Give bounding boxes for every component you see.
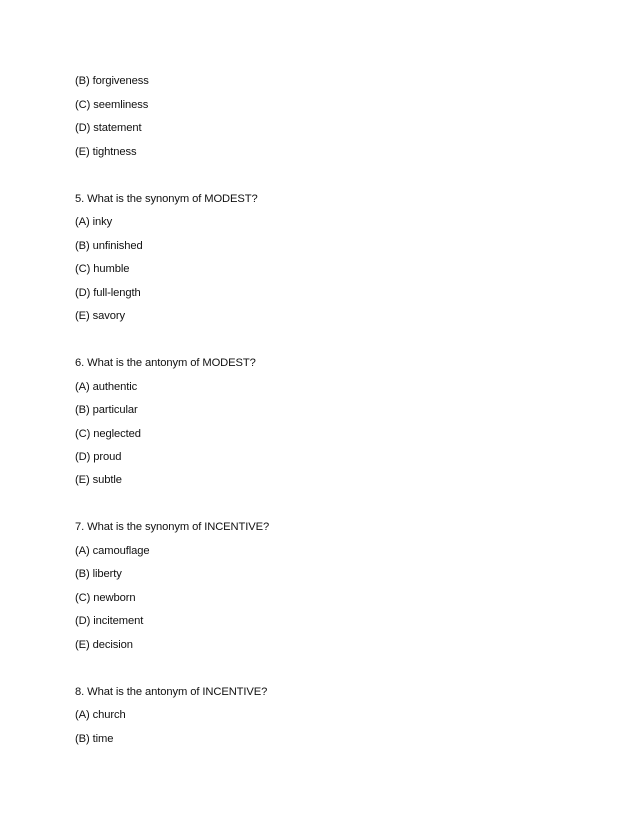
option-a: (A) inky (75, 216, 113, 228)
option-b: (B) liberty (75, 568, 122, 580)
option-c: (C) newborn (75, 592, 136, 604)
option-b: (B) time (75, 733, 114, 745)
option-d: (D) full-length (75, 287, 141, 299)
question-prompt: 8. What is the antonym of INCENTIVE? (75, 686, 268, 698)
option-c: (C) neglected (75, 428, 141, 440)
option-a: (A) authentic (75, 381, 138, 393)
option-d: (D) incitement (75, 615, 144, 627)
option-c: (C) seemliness (75, 99, 149, 111)
option-e: (E) subtle (75, 474, 122, 486)
option-b: (B) unfinished (75, 240, 143, 252)
question-prompt: 6. What is the antonym of MODEST? (75, 357, 256, 369)
option-e: (E) savory (75, 310, 125, 322)
question-prompt: 5. What is the synonym of MODEST? (75, 193, 258, 205)
option-e: (E) decision (75, 639, 133, 651)
option-d: (D) statement (75, 122, 142, 134)
option-b: (B) forgiveness (75, 75, 149, 87)
option-e: (E) tightness (75, 146, 137, 158)
option-a: (A) camouflage (75, 545, 150, 557)
option-d: (D) proud (75, 451, 122, 463)
question-prompt: 7. What is the synonym of INCENTIVE? (75, 521, 270, 533)
option-a: (A) church (75, 709, 126, 721)
option-b: (B) particular (75, 404, 138, 416)
option-c: (C) humble (75, 263, 130, 275)
